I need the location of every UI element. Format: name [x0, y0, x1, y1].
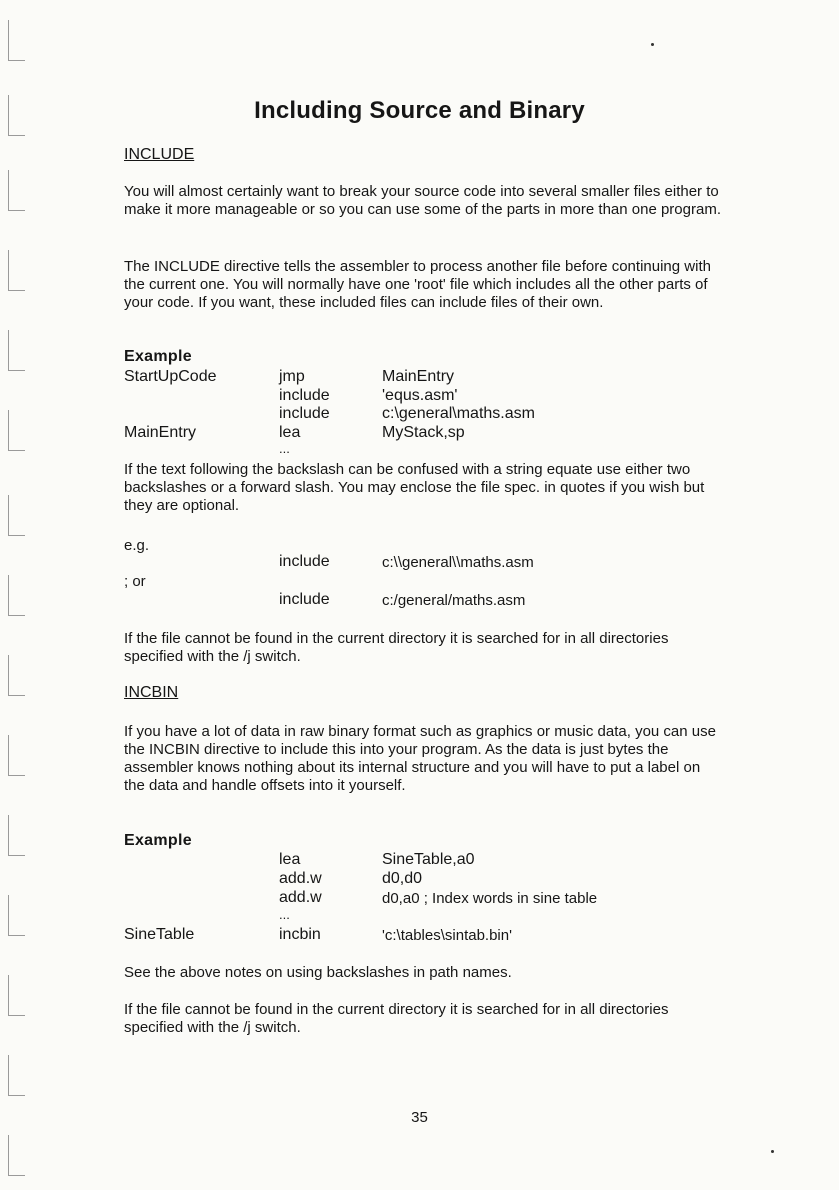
code-op: include [279, 591, 330, 608]
code-op: include [279, 553, 330, 570]
code-arg: SineTable,a0 [382, 851, 475, 868]
code-label: SineTable [124, 926, 195, 943]
binding-mark [8, 735, 25, 776]
code-arg: 'equs.asm' [382, 387, 458, 404]
include-intro-paragraph: You will almost certainly want to break your source code into several smaller files either to make it more manageable or so you can use some of the parts in more than one program. [124, 183, 721, 218]
page-title: Including Source and Binary [254, 97, 585, 124]
binding-mark [8, 575, 25, 616]
code-op: include [279, 387, 330, 404]
include-directive-paragraph: The INCLUDE directive tells the assembler to process another file before continuing with the current one. You will normally have one 'root' file which includes all the other parts of your code. If you want, these included files can include files of their own. [124, 258, 711, 311]
code-op: incbin [279, 926, 321, 943]
speck [771, 1150, 774, 1153]
incbin-search-path-paragraph: If the file cannot be found in the current directory it is searched for in all directories specified with the /j switch. [124, 1001, 669, 1036]
code-arg: MyStack,sp [382, 424, 465, 441]
binding-mark [8, 330, 25, 371]
code-op: jmp [279, 368, 305, 385]
code-arg: c:/general/maths.asm [382, 592, 526, 609]
incbin-intro-paragraph: If you have a lot of data in raw binary format such as graphics or music data, you can use the INCBIN directive to include this into your program. As the data is just bytes the assembler knows nothing about its internal structure and you will have to put a label on the data and handle offsets into it yourself. [124, 723, 716, 794]
page-number: 35 [411, 1109, 428, 1126]
binding-mark [8, 170, 25, 211]
binding-mark [8, 895, 25, 936]
incbin-heading: INCBIN [124, 684, 179, 701]
code-arg: d0,d0 [382, 870, 423, 887]
binding-mark [8, 1135, 25, 1176]
code-arg: c:\\general\\maths.asm [382, 554, 534, 571]
binding-mark [8, 495, 25, 536]
code-arg: MainEntry [382, 368, 455, 385]
binding-mark [8, 410, 25, 451]
search-path-paragraph: If the file cannot be found in the current directory it is searched for in all directories specified with the /j switch. [124, 630, 669, 665]
binding-mark [8, 250, 25, 291]
speck [651, 43, 654, 46]
code-op: lea [279, 851, 301, 868]
include-heading: INCLUDE [124, 146, 195, 163]
code-arg: c:\general\maths.asm [382, 405, 535, 422]
incbin-example-label: Example [124, 832, 192, 849]
code-label: StartUpCode [124, 368, 217, 385]
code-op: lea [279, 424, 301, 441]
code-op: add.w [279, 889, 322, 906]
code-label: MainEntry [124, 424, 197, 441]
or-label: ; or [124, 573, 146, 590]
code-op: add.w [279, 870, 322, 887]
code-arg: d0,a0 ; Index words in sine table [382, 890, 598, 907]
code-ellipsis: ... [279, 907, 290, 922]
binding-mark [8, 1055, 25, 1096]
backslash-note-paragraph: See the above notes on using backslashes in path names. [124, 964, 512, 981]
eg-label: e.g. [124, 537, 150, 554]
code-arg: 'c:\tables\sintab.bin' [382, 927, 512, 944]
binding-mark [8, 655, 25, 696]
binding-mark [8, 20, 25, 61]
code-op: include [279, 405, 330, 422]
backslash-paragraph: If the text following the backslash can be confused with a string equate use either two backslashes or a forward slash. You may enclose the file spec. in quotes if you wish but they are optional. [124, 461, 705, 514]
include-example-label: Example [124, 348, 192, 365]
binding-mark [8, 975, 25, 1016]
binding-mark [8, 815, 25, 856]
code-ellipsis: ... [279, 441, 290, 456]
